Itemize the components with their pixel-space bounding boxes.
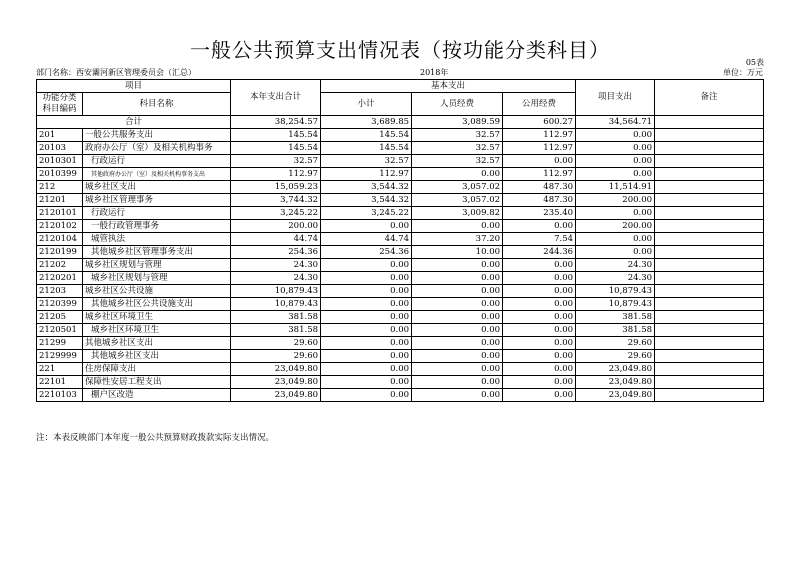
remark-cell: [655, 142, 764, 155]
personnel-cell: 0.00: [412, 389, 503, 402]
table-row: [37, 207, 764, 220]
subtotal-cell: 0.00: [321, 350, 412, 363]
total-cell: 3,245.22: [231, 207, 321, 220]
total-cell: 24.30: [231, 259, 321, 272]
table-body: [37, 116, 764, 402]
personnel-cell: 0.00: [412, 350, 503, 363]
public-cell: 0.00: [503, 311, 576, 324]
total-cell: 24.30: [231, 272, 321, 285]
public-cell: 0.00: [503, 363, 576, 376]
subtotal-cell: 145.54: [321, 142, 412, 155]
total-cell: 29.60: [231, 350, 321, 363]
table-row: [37, 259, 764, 272]
subtotal-cell: 0.00: [321, 220, 412, 233]
public-cell: 487.30: [503, 181, 576, 194]
remark-cell: [655, 233, 764, 246]
project-cell: 29.60: [576, 337, 655, 350]
personnel-cell: 3,057.02: [412, 181, 503, 194]
code-cell: 2120104: [37, 233, 83, 246]
name-cell: 城乡社区环境卫生: [83, 324, 231, 337]
personnel-cell: 0.00: [412, 311, 503, 324]
header-personnel: 人员经费: [412, 93, 503, 116]
subtotal-cell: 0.00: [321, 311, 412, 324]
name-cell: 城乡社区环境卫生: [83, 311, 231, 324]
code-cell: 20103: [37, 142, 83, 155]
project-cell: 23,049.80: [576, 389, 655, 402]
project-cell: 0.00: [576, 246, 655, 259]
total-cell: 10,879.43: [231, 298, 321, 311]
code-cell: 201: [37, 129, 83, 142]
total-cell: 44.74: [231, 233, 321, 246]
name-cell: 城管执法: [83, 233, 231, 246]
public-cell: 0.00: [503, 272, 576, 285]
public-cell: 0.00: [503, 389, 576, 402]
subtotal-cell: 0.00: [321, 389, 412, 402]
project-cell: 11,514.91: [576, 181, 655, 194]
header-project-expense: 项目支出: [576, 80, 655, 116]
total-cell: 3,744.32: [231, 194, 321, 207]
subtotal-cell: 0.00: [321, 285, 412, 298]
remark-cell: [655, 272, 764, 285]
name-cell: 其他城乡社区支出: [83, 350, 231, 363]
table-row: [37, 285, 764, 298]
code-cell: 21299: [37, 337, 83, 350]
code-cell: 22101: [37, 376, 83, 389]
code-cell: 2129999: [37, 350, 83, 363]
subtotal-cell: 3,544.32: [321, 181, 412, 194]
remark-cell: [655, 376, 764, 389]
name-cell: 其他城乡社区公共设施支出: [83, 298, 231, 311]
personnel-cell: 32.57: [412, 142, 503, 155]
total-cell: 23,049.80: [231, 376, 321, 389]
personnel-cell: 3,009.82: [412, 207, 503, 220]
remark-cell: [655, 129, 764, 142]
table-row: [37, 246, 764, 259]
public-cell: 112.97: [503, 129, 576, 142]
public-cell: 0.00: [503, 376, 576, 389]
project-cell: 23,049.80: [576, 363, 655, 376]
form-number: 05表: [745, 58, 764, 67]
total-label: 合计: [37, 116, 231, 129]
code-cell: 2010399: [37, 168, 83, 181]
name-cell: 城乡社区规划与管理: [83, 272, 231, 285]
code-cell: 2120501: [37, 324, 83, 337]
table-row: [37, 220, 764, 233]
total-cell: 200.00: [231, 220, 321, 233]
subtotal-cell: 254.36: [321, 246, 412, 259]
table-row: [37, 142, 764, 155]
name-cell: 行政运行: [83, 207, 231, 220]
personnel-cell: 32.57: [412, 155, 503, 168]
subtotal-cell: 44.74: [321, 233, 412, 246]
personnel-cell: 32.57: [412, 129, 503, 142]
code-cell: 2120201: [37, 272, 83, 285]
header-total: 本年支出合计: [231, 80, 321, 116]
table-row: [37, 155, 764, 168]
public-cell: 112.97: [503, 142, 576, 155]
personnel-cell: 0.00: [412, 363, 503, 376]
total-cell: 23,049.80: [231, 363, 321, 376]
budget-table: [36, 79, 764, 402]
personnel-cell: 0.00: [412, 259, 503, 272]
personnel-cell: 3,057.02: [412, 194, 503, 207]
project-cell: 200.00: [576, 194, 655, 207]
header-code: 功能分类科目编码: [37, 93, 83, 116]
name-cell: 一般公共服务支出: [83, 129, 231, 142]
table-row: [37, 324, 764, 337]
code-cell: 21205: [37, 311, 83, 324]
code-cell: 21201: [37, 194, 83, 207]
org-name: 部门名称：西安灞河新区管理委员会（汇总）: [36, 68, 196, 77]
name-cell: 城乡社区规划与管理: [83, 259, 231, 272]
remark-cell: [655, 246, 764, 259]
total-cell: 145.54: [231, 142, 321, 155]
subtotal-cell: 112.97: [321, 168, 412, 181]
name-cell: 行政运行: [83, 155, 231, 168]
page-title: 一般公共预算支出情况表（按功能分类科目）: [190, 38, 610, 62]
name-cell: 住房保障支出: [83, 363, 231, 376]
total-cell: 15,059.23: [231, 181, 321, 194]
project-cell: 0.00: [576, 233, 655, 246]
name-cell: 其他城乡社区管理事务支出: [83, 246, 231, 259]
personnel-cell: 10.00: [412, 246, 503, 259]
subtotal-cell: 0.00: [321, 298, 412, 311]
subtotal-cell: 0.00: [321, 272, 412, 285]
code-cell: 221: [37, 363, 83, 376]
public-cell: 7.54: [503, 233, 576, 246]
project-cell: 24.30: [576, 272, 655, 285]
table-row: [37, 181, 764, 194]
total-cell: 145.54: [231, 129, 321, 142]
table-row: [37, 272, 764, 285]
name-cell: 其他政府办公厅（室）及相关机构事务支出: [83, 168, 231, 181]
table-row: [37, 376, 764, 389]
code-cell: 2120102: [37, 220, 83, 233]
public-cell: 487.30: [503, 194, 576, 207]
project-cell: 24.30: [576, 259, 655, 272]
personnel-cell: 0.00: [412, 285, 503, 298]
remark-cell: [655, 194, 764, 207]
public-cell: 0.00: [503, 220, 576, 233]
personnel-cell: 0.00: [412, 376, 503, 389]
table-row: [37, 311, 764, 324]
subtotal-cell: 0.00: [321, 363, 412, 376]
public-cell: 0.00: [503, 337, 576, 350]
footnote: 注：本表反映部门本年度一般公共预算财政拨款实际支出情况。: [36, 433, 275, 443]
total-row: [37, 116, 764, 129]
public-cell: 0.00: [503, 259, 576, 272]
personnel-cell: 0.00: [412, 220, 503, 233]
meta-row: [36, 67, 763, 79]
name-cell: 一般行政管理事务: [83, 220, 231, 233]
remark-cell: [655, 324, 764, 337]
remark-cell: [655, 311, 764, 324]
code-cell: 2120399: [37, 298, 83, 311]
remark-cell: [655, 350, 764, 363]
remark-cell: [655, 285, 764, 298]
personnel-cell: 0.00: [412, 324, 503, 337]
public-cell: 112.97: [503, 168, 576, 181]
table-row: [37, 194, 764, 207]
code-cell: 21202: [37, 259, 83, 272]
table-row: [37, 363, 764, 376]
personnel-cell: 0.00: [412, 298, 503, 311]
total-cell: 112.97: [231, 168, 321, 181]
remark-cell: [655, 259, 764, 272]
personnel-cell: 0.00: [412, 272, 503, 285]
code-cell: 212: [37, 181, 83, 194]
public-cell: 600.27: [503, 116, 576, 129]
project-cell: 23,049.80: [576, 376, 655, 389]
code-cell: 2010301: [37, 155, 83, 168]
subtotal-cell: 0.00: [321, 376, 412, 389]
name-cell: 其他城乡社区支出: [83, 337, 231, 350]
project-cell: 34,564.71: [576, 116, 655, 129]
code-cell: 2210103: [37, 389, 83, 402]
remark-cell: [655, 116, 764, 129]
total-cell: 254.36: [231, 246, 321, 259]
header-basic: 基本支出: [321, 80, 576, 93]
personnel-cell: 0.00: [412, 168, 503, 181]
project-cell: 10,879.43: [576, 298, 655, 311]
remark-cell: [655, 220, 764, 233]
project-cell: 0.00: [576, 155, 655, 168]
public-cell: 244.36: [503, 246, 576, 259]
header-project: 项目: [37, 80, 231, 93]
name-cell: 保障性安居工程支出: [83, 376, 231, 389]
personnel-cell: 0.00: [412, 337, 503, 350]
report-year: 2018年: [420, 68, 449, 77]
project-cell: 0.00: [576, 207, 655, 220]
code-cell: 2120199: [37, 246, 83, 259]
total-cell: 32.57: [231, 155, 321, 168]
subtotal-cell: 0.00: [321, 324, 412, 337]
name-cell: 城乡社区支出: [83, 181, 231, 194]
total-cell: 23,049.80: [231, 389, 321, 402]
name-cell: 棚户区改造: [83, 389, 231, 402]
remark-cell: [655, 337, 764, 350]
total-cell: 10,879.43: [231, 285, 321, 298]
remark-cell: [655, 168, 764, 181]
header-remark: 备注: [655, 80, 764, 116]
subtotal-cell: 145.54: [321, 129, 412, 142]
public-cell: 0.00: [503, 324, 576, 337]
table-row: [37, 233, 764, 246]
total-cell: 29.60: [231, 337, 321, 350]
project-cell: 29.60: [576, 350, 655, 363]
remark-cell: [655, 207, 764, 220]
total-cell: 38,254.57: [231, 116, 321, 129]
subtotal-cell: 0.00: [321, 337, 412, 350]
name-cell: 城乡社区公共设施: [83, 285, 231, 298]
project-cell: 381.58: [576, 311, 655, 324]
project-cell: 0.00: [576, 142, 655, 155]
name-cell: 政府办公厅（室）及相关机构事务: [83, 142, 231, 155]
project-cell: 10,879.43: [576, 285, 655, 298]
remark-cell: [655, 363, 764, 376]
table-row: [37, 129, 764, 142]
public-cell: 235.40: [503, 207, 576, 220]
personnel-cell: 3,089.59: [412, 116, 503, 129]
header-name: 科目名称: [83, 93, 231, 116]
header-subtotal: 小计: [321, 93, 412, 116]
subtotal-cell: 0.00: [321, 259, 412, 272]
subtotal-cell: 3,245.22: [321, 207, 412, 220]
project-cell: 0.00: [576, 168, 655, 181]
project-cell: 200.00: [576, 220, 655, 233]
total-cell: 381.58: [231, 324, 321, 337]
unit-label: 单位：万元: [723, 68, 763, 77]
subtotal-cell: 3,544.32: [321, 194, 412, 207]
public-cell: 0.00: [503, 298, 576, 311]
table-row: [37, 337, 764, 350]
table-row: [37, 168, 764, 181]
table-row: [37, 298, 764, 311]
subtotal-cell: 32.57: [321, 155, 412, 168]
table-row: [37, 389, 764, 402]
public-cell: 0.00: [503, 155, 576, 168]
table-row: [37, 350, 764, 363]
remark-cell: [655, 298, 764, 311]
remark-cell: [655, 155, 764, 168]
subtotal-cell: 3,689.85: [321, 116, 412, 129]
code-cell: 2120101: [37, 207, 83, 220]
project-cell: 381.58: [576, 324, 655, 337]
remark-cell: [655, 389, 764, 402]
remark-cell: [655, 181, 764, 194]
public-cell: 0.00: [503, 285, 576, 298]
code-cell: 21203: [37, 285, 83, 298]
personnel-cell: 37.20: [412, 233, 503, 246]
header-public: 公用经费: [503, 93, 576, 116]
name-cell: 城乡社区管理事务: [83, 194, 231, 207]
total-cell: 381.58: [231, 311, 321, 324]
public-cell: 0.00: [503, 350, 576, 363]
project-cell: 0.00: [576, 129, 655, 142]
